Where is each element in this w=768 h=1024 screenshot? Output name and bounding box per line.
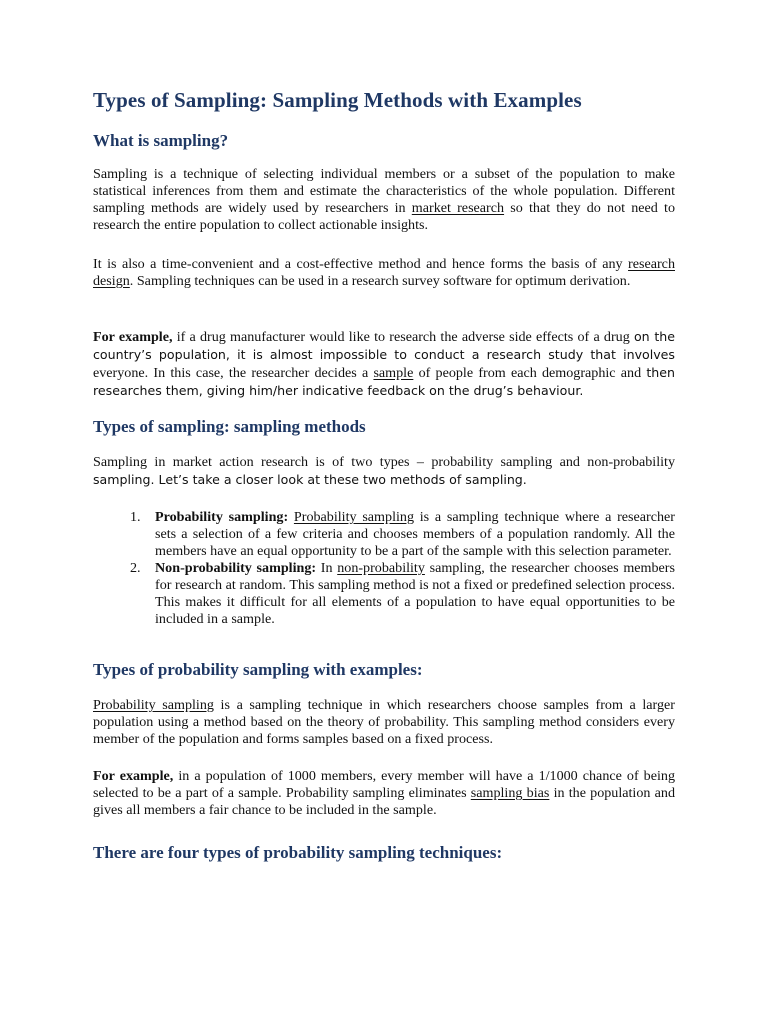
text: is a sampling technique where a researcher sets a selection of a few criteria and chooses members of a population randomly. All the members have an equal opportunity to be a part of the sample with this selection parameter. <box>155 509 675 559</box>
heading-four-types: There are four types of probability sampling techniques: <box>93 843 503 862</box>
list-number: 1. <box>130 509 141 525</box>
bold-for-example: For example, <box>93 329 173 345</box>
link-market-research[interactable]: market research <box>411 200 505 216</box>
bold-term: Non-probability sampling: <box>155 560 317 576</box>
link-sample[interactable]: sample <box>373 365 414 381</box>
text-sans: on the country’s population, it is almost impossible to conduct a research study that involves <box>93 329 675 362</box>
bold-for-example: For example, <box>93 768 174 784</box>
link-probability-sampling[interactable]: Probability sampling <box>293 509 414 525</box>
text: in a population of 1000 members, every member will have a 1/1000 chance of being selected to be a part of a sample. Probability sampling eliminates <box>93 768 675 801</box>
list-item-non-probability <box>130 560 675 628</box>
text: if a drug manufacturer would like to research the adverse side effects of a drug <box>172 329 634 345</box>
text: Sampling in market action research is of two types – probability sampling and non-probability <box>93 454 675 470</box>
text-sans: then researches them, giving him/her indicative feedback on the drug’s behaviour. <box>93 365 675 398</box>
heading-types-of-sampling: Types of sampling: sampling methods <box>93 417 366 436</box>
text: is a sampling technique in which researchers choose samples from a larger population using a method based on the theory of probability. This sampling method considers every member of the population and forms samples based on a fixed process. <box>93 697 675 747</box>
text: It is also a time-convenient and a cost-effective method and hence forms the basis of any <box>93 256 629 272</box>
link-non-probability[interactable]: non-probability <box>337 560 425 576</box>
text: of people from each demographic and <box>413 365 647 381</box>
paragraph-what-is-sampling-2 <box>93 256 675 290</box>
bold-term: Probability sampling: <box>155 509 289 525</box>
text: sampling, the researcher chooses members for research at random. This sampling method is not a fixed or predefined selection process. This makes it difficult for all elements of a population to have equal opportunities to be included in a sample. <box>155 560 675 627</box>
paragraph-probability-sampling <box>93 697 675 748</box>
link-sampling-bias[interactable]: sampling bias <box>470 785 550 801</box>
list-number: 2. <box>130 560 141 576</box>
sampling-types-list <box>130 509 675 628</box>
text-sans: sampling. Let’s take a closer look at these two methods of sampling. <box>93 472 527 487</box>
heading-types-of-probability-sampling: Types of probability sampling with examples: <box>93 660 423 679</box>
text: in the population and gives all members a fair chance to be included in the sample. <box>93 785 675 818</box>
paragraph-example-drug <box>93 328 675 400</box>
paragraph-what-is-sampling-1 <box>93 166 675 234</box>
link-research-design[interactable]: research design <box>93 256 675 289</box>
link-probability-sampling[interactable]: Probability sampling <box>93 697 214 713</box>
heading-what-is-sampling: What is sampling? <box>93 131 229 150</box>
text: so that they do not need to research the entire population to collect actionable insights. <box>93 200 676 233</box>
text: In <box>316 560 338 576</box>
text: Sampling is a technique of selecting individual members or a subset of the population to make statistical inferences from them and estimate the characteristics of the whole population. Different sampling methods are widely used by researchers in <box>93 166 675 216</box>
text: everyone. In this case, the researcher decides a <box>93 365 374 381</box>
paragraph-example-population <box>93 768 675 819</box>
page-title: Types of Sampling: Sampling Methods with Examples <box>93 88 582 112</box>
paragraph-types-intro <box>93 454 675 489</box>
list-item-probability <box>130 509 675 560</box>
text: . Sampling techniques can be used in a research survey software for optimum derivation. <box>129 273 631 289</box>
